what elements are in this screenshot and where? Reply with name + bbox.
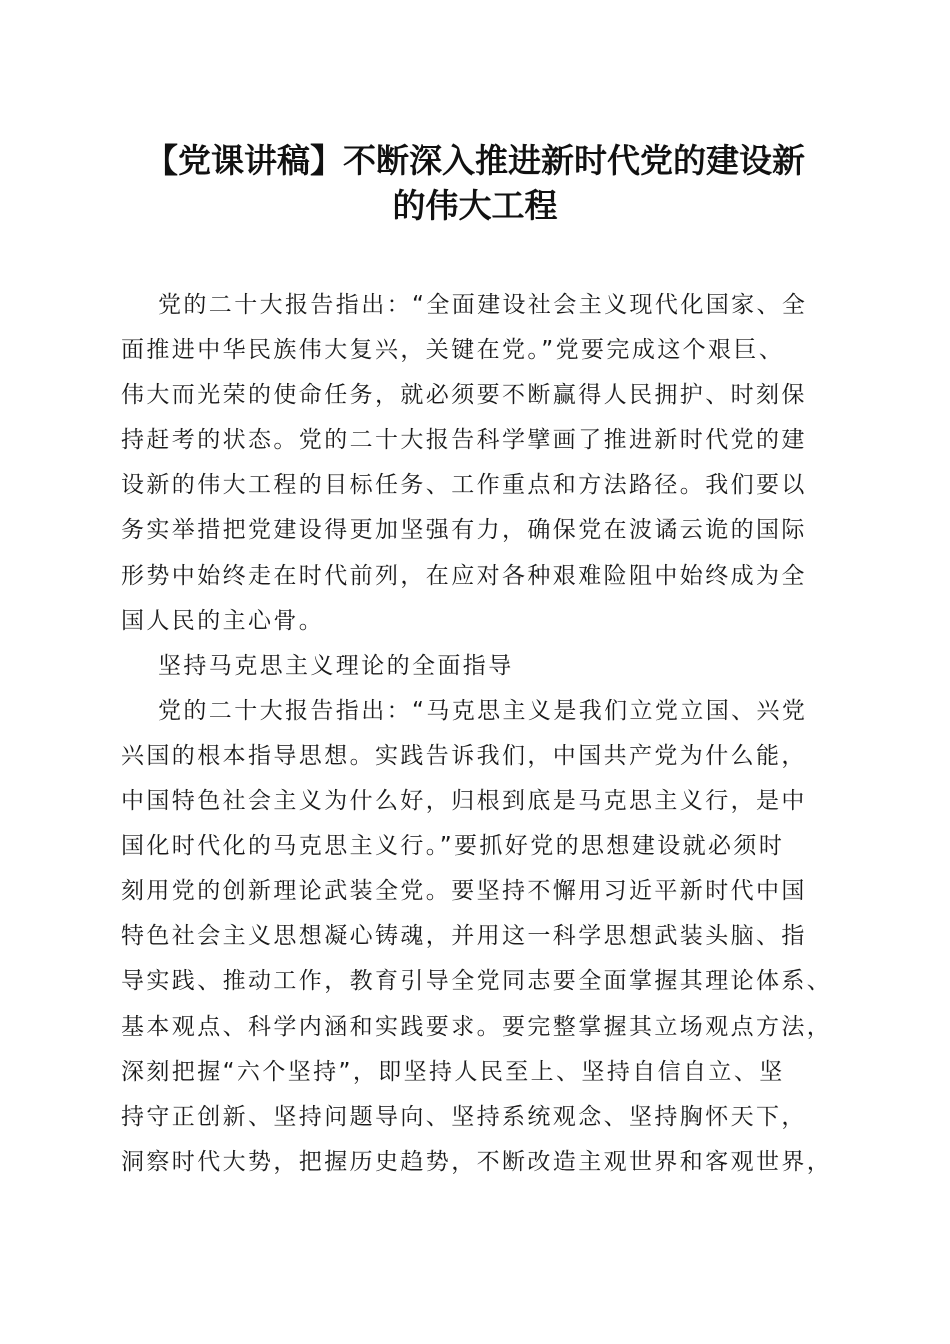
body-line: 党的二十大报告指出：“全面建设社会主义现代化国家、全 [158,292,808,318]
body-line: 国化时代化的马克思主义行。”要抓好党的思想建设就必须时 [121,833,785,860]
document-body [121,283,841,1185]
body-line: 形势中始终走在时代前列，在应对各种艰难险阻中始终成为全 [121,562,807,589]
body-line: 导实践、推动工作，教育引导全党同志要全面掌握其理论体系、 [121,968,833,995]
body-line: 国人民的主心骨。 [121,607,325,634]
body-line: 基本观点、科学内涵和实践要求。要完整掌握其立场观点方法， [121,1013,833,1040]
body-line: 面推进中华民族伟大复兴，关键在党。”党要完成这个艰巨、 [121,337,785,364]
body-line: 持守正创新、坚持问题导向、坚持系统观念、坚持胸怀天下， [121,1103,807,1130]
body-line: 刻用党的创新理论武装全党。要坚持不懈用习近平新时代中国 [121,878,807,905]
body-line: 务实举措把党建设得更加坚强有力，确保党在波谲云诡的国际 [121,517,807,544]
body-line: 中国特色社会主义为什么好，归根到底是马克思主义行，是中 [121,788,807,815]
body-line: 洞察时代大势，把握历史趋势，不断改造主观世界和客观世界， [121,1148,833,1175]
body-line: 设新的伟大工程的目标任务、工作重点和方法路径。我们要以 [121,472,807,499]
body-line: 深刻把握“六个坚持”，即坚持人民至上、坚持自信自立、坚 [121,1058,785,1085]
body-line: 特色社会主义思想凝心铸魂，并用这一科学思想武装头脑、指 [121,923,807,950]
title-line-1: 【党课讲稿】不断深入推进新时代党的建设新 [145,141,805,180]
document-title [100,138,850,228]
body-line: 伟大而光荣的使命任务，就必须要不断赢得人民拥护、时刻保 [121,382,807,409]
section-heading: 坚持马克思主义理论的全面指导 [158,652,514,679]
body-line: 兴国的根本指导思想。实践告诉我们，中国共产党为什么能， [121,742,807,769]
body-line: 党的二十大报告指出：“马克思主义是我们立党立国、兴党 [158,697,808,724]
title-line-2: 的伟大工程 [392,186,558,225]
body-line: 持赶考的状态。党的二十大报告科学擘画了推进新时代党的建 [121,427,807,454]
